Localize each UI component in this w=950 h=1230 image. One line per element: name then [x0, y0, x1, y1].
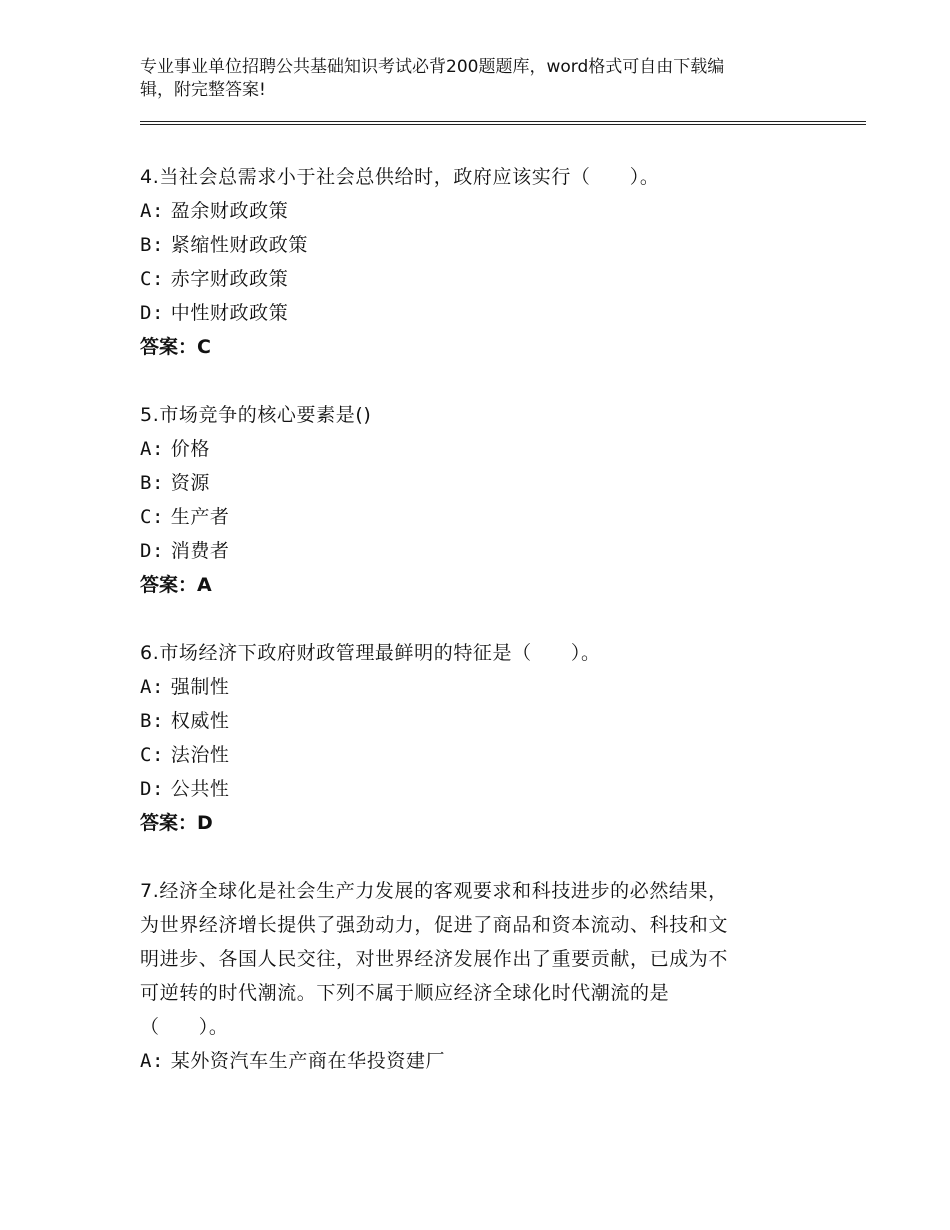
answer-line: 答案：D [140, 812, 213, 834]
option-text: 生产者 [170, 506, 230, 528]
header-line-2: 辑，附完整答案! [140, 80, 266, 100]
question-spacer [140, 602, 840, 636]
question-7 [140, 874, 840, 1078]
option-letter: A: [140, 676, 165, 698]
question-stem-line: （ ）。 [140, 1016, 229, 1038]
option-letter: C: [140, 506, 165, 528]
answer-line: 答案：C [140, 336, 211, 358]
option-d [140, 296, 840, 330]
option-d [140, 772, 840, 806]
header-divider-bottom [140, 124, 866, 125]
question-spacer [140, 364, 840, 398]
option-b [140, 704, 840, 738]
question-stem-line: 7.经济全球化是社会生产力发展的客观要求和科技进步的必然结果， [140, 880, 728, 902]
option-text: 盈余财政政策 [170, 200, 289, 222]
question-4 [140, 160, 840, 364]
option-letter: D: [140, 302, 165, 324]
option-letter: B: [140, 472, 165, 494]
option-letter: B: [140, 234, 165, 256]
question-stem [140, 636, 840, 670]
option-c [140, 738, 840, 772]
option-c [140, 500, 840, 534]
option-text: 赤字财政政策 [170, 268, 289, 290]
option-b [140, 466, 840, 500]
question-stem-line: 5.市场竞争的核心要素是() [140, 404, 372, 426]
question-5 [140, 398, 840, 602]
option-letter: A: [140, 1050, 165, 1072]
option-text: 权威性 [170, 710, 230, 732]
option-d [140, 534, 840, 568]
option-text: 某外资汽车生产商在华投资建厂 [170, 1050, 446, 1072]
answer-line: 答案：A [140, 574, 212, 596]
option-c [140, 262, 840, 296]
question-stem-line: 4.当社会总需求小于社会总供给时，政府应该实行（ ）。 [140, 166, 660, 188]
question-stem-line: 为世界经济增长提供了强劲动力，促进了商品和资本流动、科技和文 [140, 914, 729, 936]
question-stem [140, 160, 840, 194]
header-line-1: 专业事业单位招聘公共基础知识考试必背200题题库，word格式可自由下载编 [140, 57, 725, 77]
option-text: 消费者 [170, 540, 230, 562]
question-stem [140, 874, 800, 1044]
option-text: 中性财政政策 [170, 302, 289, 324]
question-spacer [140, 840, 840, 874]
option-letter: A: [140, 200, 165, 222]
question-stem-line: 明进步、各国人民交往，对世界经济发展作出了重要贡献，已成为不 [140, 948, 729, 970]
option-text: 价格 [170, 438, 210, 460]
header-divider-top [140, 121, 866, 122]
question-stem [140, 398, 840, 432]
document-header [140, 56, 800, 102]
option-text: 资源 [170, 472, 210, 494]
option-text: 公共性 [170, 778, 230, 800]
option-letter: C: [140, 744, 165, 766]
question-stem-line: 可逆转的时代潮流。下列不属于顺应经济全球化时代潮流的是 [140, 982, 670, 1004]
question-6 [140, 636, 840, 840]
option-letter: C: [140, 268, 165, 290]
option-letter: A: [140, 438, 165, 460]
option-a [140, 670, 840, 704]
option-text: 紧缩性财政政策 [170, 234, 308, 256]
option-letter: B: [140, 710, 165, 732]
option-text: 强制性 [170, 676, 230, 698]
option-a [140, 194, 840, 228]
question-stem-line: 6.市场经济下政府财政管理最鲜明的特征是（ ）。 [140, 642, 601, 664]
option-a [140, 432, 840, 466]
option-letter: D: [140, 778, 165, 800]
option-text: 法治性 [170, 744, 230, 766]
option-a [140, 1044, 840, 1078]
option-letter: D: [140, 540, 165, 562]
option-b [140, 228, 840, 262]
question-list [140, 160, 840, 1078]
